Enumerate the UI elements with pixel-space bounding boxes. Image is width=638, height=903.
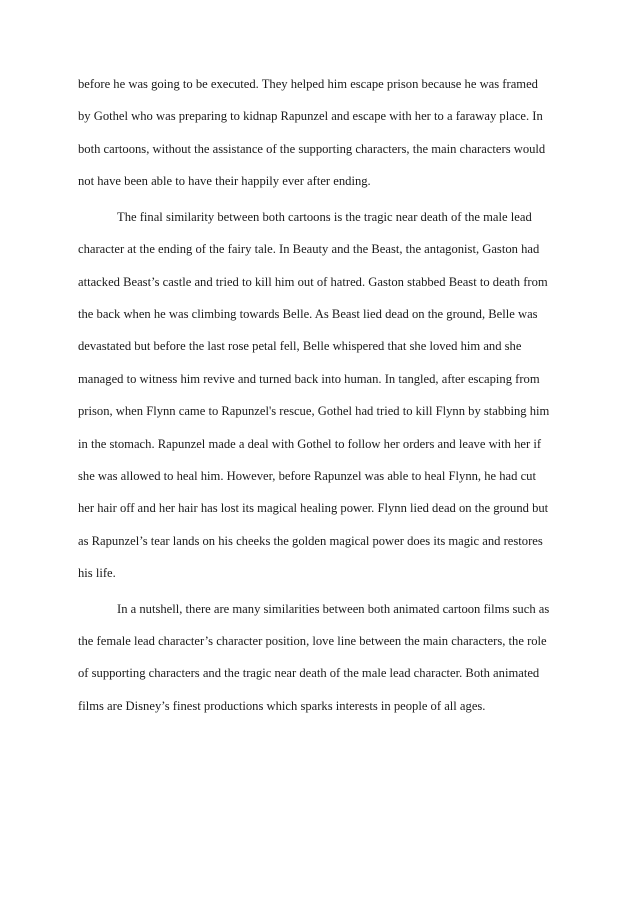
paragraph-3 — [78, 599, 568, 729]
text-line: her hair off and her hair has lost its magical healing power. Flynn lied dead on the ground but — [78, 501, 549, 516]
text-line: the female lead character’s character position, love line between the main characters, the role — [78, 634, 547, 649]
text-line: the back when he was climbing towards Belle. As Beast lied dead on the ground, Belle was — [78, 306, 538, 321]
body-text — [78, 74, 568, 728]
text-line: managed to witness him revive and turned back into human. In tangled, after escaping from — [78, 371, 540, 386]
text-line: devastated but before the last rose petal fell, Belle whispered that she loved him and she — [78, 339, 522, 354]
text-line: as Rapunzel’s tear lands on his cheeks the golden magical power does its magic and restores — [78, 533, 543, 548]
paragraph-1 — [78, 74, 568, 207]
text-line: both cartoons, without the assistance of the supporting characters, the main characters would — [78, 141, 546, 156]
text-line: in the stomach. Rapunzel made a deal with Gothel to follow her orders and leave with her if — [78, 436, 542, 451]
text-line: In a nutshell, there are many similarities between both animated cartoon films such as — [117, 601, 550, 616]
text-line: before he was going to be executed. They helped him escape prison because he was framed — [78, 77, 538, 91]
text-line: by Gothel who was preparing to kidnap Rapunzel and escape with her to a faraway place. In — [78, 109, 543, 124]
text-line: his life. — [78, 566, 116, 581]
text-line: of supporting characters and the tragic near death of the male lead character. Both animated — [78, 666, 540, 681]
text-line: attacked Beast’s castle and tried to kill him out of hatred. Gaston stabbed Beast to death from — [78, 274, 548, 289]
text-line: character at the ending of the fairy tale. In Beauty and the Beast, the antagonist, Gaston had — [78, 242, 540, 257]
text-line: films are Disney’s finest productions which sparks interests in people of all ages. — [78, 698, 486, 713]
text-line: prison, when Flynn came to Rapunzel's rescue, Gothel had tried to kill Flynn by stabbing him — [78, 404, 550, 419]
text-line: not have been able to have their happily ever after ending. — [78, 174, 371, 189]
paragraph-2 — [78, 207, 568, 599]
text-line: The final similarity between both cartoons is the tragic near death of the male lead — [117, 209, 532, 224]
text-line: she was allowed to heal him. However, before Rapunzel was able to heal Flynn, he had cut — [78, 468, 536, 483]
